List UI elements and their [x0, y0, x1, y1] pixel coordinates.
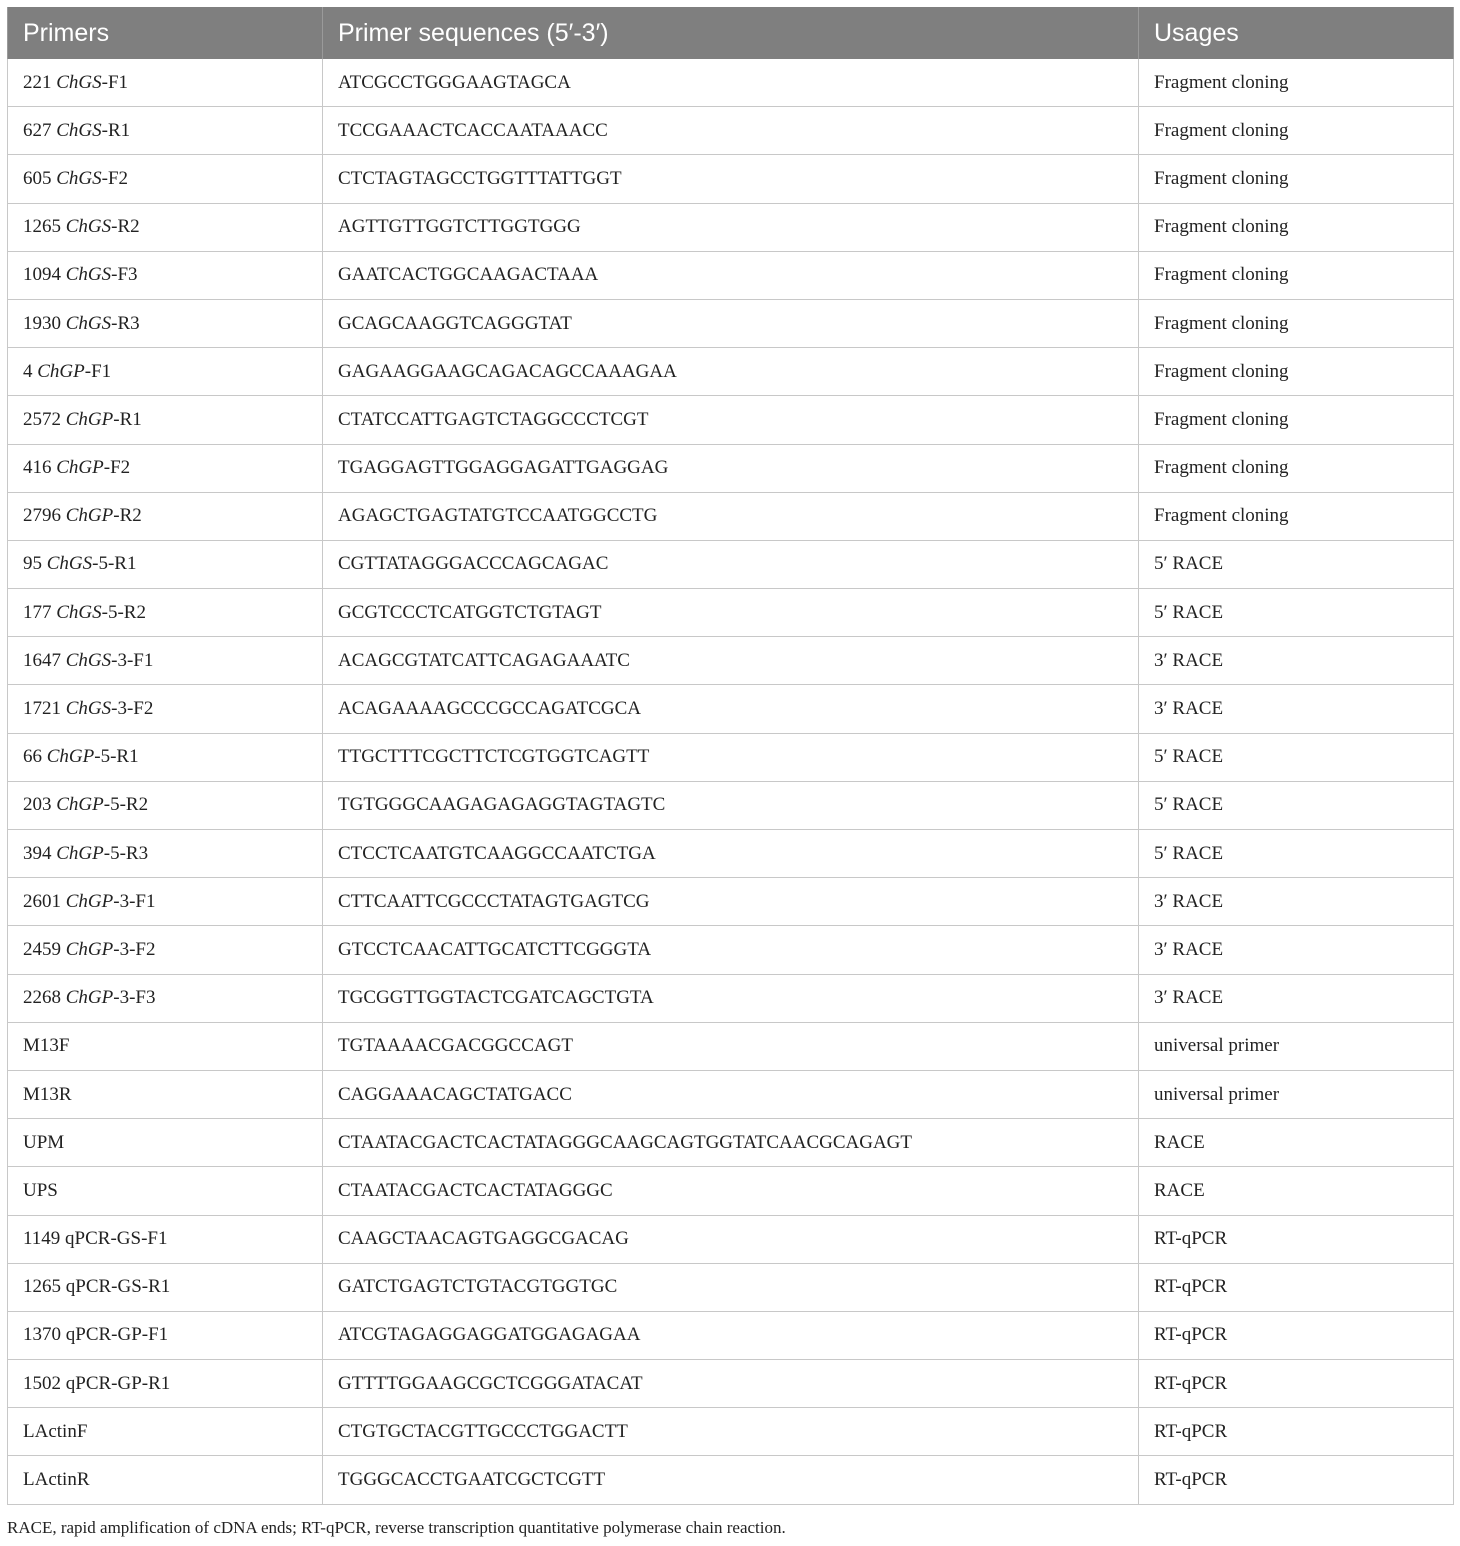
primer-suffix: M13R	[23, 1083, 72, 1105]
usage-cell: Fragment cloning	[1139, 492, 1454, 540]
primer-name-cell	[8, 1311, 323, 1359]
usage-cell: Fragment cloning	[1139, 251, 1454, 299]
gene-name: ChGP	[65, 938, 114, 960]
table-row	[8, 1408, 1454, 1456]
table-row	[8, 203, 1454, 251]
primer-suffix: -3-F3	[113, 987, 156, 1009]
usage-cell: RACE	[1139, 1167, 1454, 1215]
header-primer-sequences: Primer sequences (5′-3′)	[323, 7, 1139, 59]
primer-name-cell	[8, 396, 323, 444]
primer-position: 2796	[23, 505, 61, 527]
primer-position: 1647	[23, 649, 61, 671]
primer-position: 203	[23, 794, 52, 816]
primer-sequence-cell: CTAATACGACTCACTATAGGGCAAGCAGTGGTATCAACGCAGAGT	[323, 1119, 1139, 1167]
table-row	[8, 251, 1454, 299]
primer-suffix: -R2	[111, 216, 140, 238]
primer-suffix: -R1	[113, 408, 142, 430]
primer-suffix: UPS	[23, 1179, 58, 1201]
primer-position: 2572	[23, 408, 61, 430]
primer-sequence-cell: AGTTGTTGGTCTTGGTGGG	[323, 203, 1139, 251]
primer-position: 2601	[23, 890, 61, 912]
primer-suffix: -R2	[113, 505, 142, 527]
primer-name-cell	[8, 974, 323, 1022]
table-row	[8, 299, 1454, 347]
table-row	[8, 1311, 1454, 1359]
primer-table	[7, 7, 1454, 1505]
header-row	[8, 7, 1454, 59]
primer-name-cell	[8, 685, 323, 733]
primer-name-cell	[8, 155, 323, 203]
table-row	[8, 1070, 1454, 1118]
primer-position: 2268	[23, 987, 61, 1009]
usage-cell: 3′ RACE	[1139, 637, 1454, 685]
table-row	[8, 1456, 1454, 1504]
primer-suffix: -3-F1	[111, 649, 154, 671]
primer-sequence-cell: TGAGGAGTTGGAGGAGATTGAGGAG	[323, 444, 1139, 492]
primer-sequence-cell: ATCGTAGAGGAGGATGGAGAGAA	[323, 1311, 1139, 1359]
table-body	[8, 59, 1454, 1504]
primer-suffix: -3-F2	[113, 938, 156, 960]
primer-position: 2459	[23, 938, 61, 960]
primer-sequence-cell: GTTTTGGAAGCGCTCGGGATACAT	[323, 1360, 1139, 1408]
primer-name-cell	[8, 1263, 323, 1311]
primer-position: 1721	[23, 698, 61, 720]
primer-name-cell	[8, 203, 323, 251]
usage-cell: Fragment cloning	[1139, 155, 1454, 203]
table-row	[8, 1119, 1454, 1167]
table-row	[8, 637, 1454, 685]
table-row	[8, 1263, 1454, 1311]
primer-position: 95	[23, 553, 42, 575]
primer-suffix: -F2	[103, 457, 131, 479]
primer-suffix: -5-R1	[92, 553, 137, 575]
usage-cell: Fragment cloning	[1139, 299, 1454, 347]
table-header	[8, 7, 1454, 59]
usage-cell: universal primer	[1139, 1070, 1454, 1118]
primer-sequence-cell: CAGGAAACAGCTATGACC	[323, 1070, 1139, 1118]
primer-name-cell	[8, 589, 323, 637]
usage-cell: Fragment cloning	[1139, 396, 1454, 444]
primer-sequence-cell: ACAGAAAAGCCCGCCAGATCGCA	[323, 685, 1139, 733]
primer-sequence-cell: CTATCCATTGAGTCTAGGCCCTCGT	[323, 396, 1139, 444]
primer-name-cell	[8, 492, 323, 540]
primer-sequence-cell: CTCCTCAATGTCAAGGCCAATCTGA	[323, 830, 1139, 878]
usage-cell: 3′ RACE	[1139, 878, 1454, 926]
primer-sequence-cell: GCGTCCCTCATGGTCTGTAGT	[323, 589, 1139, 637]
primer-sequence-cell: GAGAAGGAAGCAGACAGCCAAAGAA	[323, 348, 1139, 396]
primer-suffix: 1370 qPCR-GP-F1	[23, 1324, 169, 1346]
primer-name-cell	[8, 1408, 323, 1456]
primer-sequence-cell: ATCGCCTGGGAAGTAGCA	[323, 59, 1139, 107]
primer-suffix: UPM	[23, 1131, 65, 1153]
primer-name-cell	[8, 830, 323, 878]
gene-name: ChGP	[65, 890, 114, 912]
primer-suffix: -R3	[111, 312, 140, 334]
primer-sequence-cell: TTGCTTTCGCTTCTCGTGGTCAGTT	[323, 733, 1139, 781]
header-usages: Usages	[1139, 7, 1454, 59]
gene-name: ChGS	[65, 264, 112, 286]
table-row	[8, 59, 1454, 107]
primer-position: 605	[23, 167, 52, 189]
gene-name: ChGS	[56, 601, 102, 623]
primer-suffix: -R1	[101, 119, 131, 141]
primer-suffix: -5-R2	[101, 601, 146, 623]
primer-name-cell	[8, 637, 323, 685]
gene-name: ChGS	[65, 649, 112, 671]
primer-sequence-cell: TGCGGTTGGTACTCGATCAGCTGTA	[323, 974, 1139, 1022]
table-row	[8, 1215, 1454, 1263]
usage-cell: RT-qPCR	[1139, 1311, 1454, 1359]
table-row	[8, 540, 1454, 588]
table-row	[8, 348, 1454, 396]
table-row	[8, 781, 1454, 829]
gene-name: ChGS	[56, 167, 102, 189]
gene-name: ChGS	[65, 216, 112, 238]
gene-name: ChGP	[56, 457, 104, 479]
usage-cell: RT-qPCR	[1139, 1215, 1454, 1263]
table-row	[8, 830, 1454, 878]
primer-name-cell	[8, 1456, 323, 1504]
usage-cell: 3′ RACE	[1139, 685, 1454, 733]
primer-sequence-cell: CTCTAGTAGCCTGGTTTATTGGT	[323, 155, 1139, 203]
primer-name-cell	[8, 59, 323, 107]
primer-table-container	[7, 7, 1453, 1505]
gene-name: ChGP	[56, 794, 104, 816]
primer-name-cell	[8, 1360, 323, 1408]
usage-cell: RT-qPCR	[1139, 1360, 1454, 1408]
primer-sequence-cell: GAATCACTGGCAAGACTAAA	[323, 251, 1139, 299]
primer-suffix: -3-F1	[113, 890, 156, 912]
primer-position: 416	[23, 457, 52, 479]
table-row	[8, 155, 1454, 203]
table-row	[8, 1022, 1454, 1070]
table-row	[8, 1360, 1454, 1408]
gene-name: ChGS	[46, 553, 93, 575]
usage-cell: RT-qPCR	[1139, 1456, 1454, 1504]
primer-position: 394	[23, 842, 52, 864]
table-row	[8, 926, 1454, 974]
primer-sequence-cell: CTGTGCTACGTTGCCCTGGACTT	[323, 1408, 1139, 1456]
usage-cell: Fragment cloning	[1139, 444, 1454, 492]
gene-name: ChGP	[65, 408, 114, 430]
table-row	[8, 878, 1454, 926]
primer-sequence-cell: CTTCAATTCGCCCTATAGTGAGTCG	[323, 878, 1139, 926]
primer-name-cell	[8, 781, 323, 829]
header-primers: Primers	[8, 7, 323, 59]
gene-name: ChGP	[56, 842, 104, 864]
primer-name-cell	[8, 107, 323, 155]
gene-name: ChGP	[65, 505, 114, 527]
primer-sequence-cell: TCCGAAACTCACCAATAAACC	[323, 107, 1139, 155]
usage-cell: 5′ RACE	[1139, 589, 1454, 637]
primer-position: 627	[23, 119, 52, 141]
table-row	[8, 589, 1454, 637]
primer-position: 1265	[23, 216, 61, 238]
table-row	[8, 107, 1454, 155]
usage-cell: 3′ RACE	[1139, 974, 1454, 1022]
primer-name-cell	[8, 733, 323, 781]
primer-position: 1930	[23, 312, 61, 334]
gene-name: ChGP	[37, 360, 85, 382]
primer-suffix: -5-R3	[103, 842, 149, 864]
primer-sequence-cell: CGTTATAGGGACCCAGCAGAC	[323, 540, 1139, 588]
gene-name: ChGS	[56, 119, 102, 141]
primer-sequence-cell: CAAGCTAACAGTGAGGCGACAG	[323, 1215, 1139, 1263]
table-row	[8, 444, 1454, 492]
usage-cell: 3′ RACE	[1139, 926, 1454, 974]
gene-name: ChGS	[65, 698, 112, 720]
primer-sequence-cell: CTAATACGACTCACTATAGGGC	[323, 1167, 1139, 1215]
primer-suffix: -5-R2	[103, 794, 149, 816]
table-row	[8, 733, 1454, 781]
primer-sequence-cell: GCAGCAAGGTCAGGGTAT	[323, 299, 1139, 347]
usage-cell: RACE	[1139, 1119, 1454, 1167]
primer-sequence-cell: ACAGCGTATCATTCAGAGAAATC	[323, 637, 1139, 685]
usage-cell: Fragment cloning	[1139, 107, 1454, 155]
primer-name-cell	[8, 540, 323, 588]
primer-position: 4	[23, 360, 33, 382]
primer-name-cell	[8, 1167, 323, 1215]
usage-cell: 5′ RACE	[1139, 733, 1454, 781]
table-row	[8, 492, 1454, 540]
primer-position: 66	[23, 746, 42, 768]
primer-sequence-cell: GATCTGAGTCTGTACGTGGTGC	[323, 1263, 1139, 1311]
primer-name-cell	[8, 1070, 323, 1118]
primer-suffix: -F3	[111, 264, 138, 286]
usage-cell: Fragment cloning	[1139, 59, 1454, 107]
primer-suffix: -5-R1	[94, 746, 139, 768]
gene-name: ChGS	[65, 312, 112, 334]
primer-position: 221	[23, 71, 52, 93]
table-footnote: RACE, rapid amplification of cDNA ends; RT-qPCR, reverse transcription quantitative polymerase chain reaction.	[7, 1518, 786, 1537]
primer-suffix: 1265 qPCR-GS-R1	[23, 1276, 171, 1298]
primer-suffix: -3-F2	[111, 698, 154, 720]
primer-name-cell	[8, 299, 323, 347]
primer-position: 1094	[23, 264, 61, 286]
usage-cell: 5′ RACE	[1139, 830, 1454, 878]
primer-name-cell	[8, 878, 323, 926]
table-row	[8, 1167, 1454, 1215]
primer-name-cell	[8, 1119, 323, 1167]
primer-suffix: -F1	[101, 71, 129, 93]
primer-name-cell	[8, 1215, 323, 1263]
primer-sequence-cell: TGTAAAACGACGGCCAGT	[323, 1022, 1139, 1070]
primer-suffix: LActinF	[23, 1420, 88, 1442]
primer-suffix: M13F	[23, 1035, 70, 1057]
primer-suffix: -F2	[101, 167, 129, 189]
primer-sequence-cell: GTCCTCAACATTGCATCTTCGGGTA	[323, 926, 1139, 974]
primer-sequence-cell: TGGGCACCTGAATCGCTCGTT	[323, 1456, 1139, 1504]
primer-sequence-cell: AGAGCTGAGTATGTCCAATGGCCTG	[323, 492, 1139, 540]
table-row	[8, 685, 1454, 733]
primer-position: 177	[23, 601, 52, 623]
gene-name: ChGP	[46, 746, 95, 768]
primer-suffix: -F1	[84, 360, 112, 382]
usage-cell: Fragment cloning	[1139, 348, 1454, 396]
table-row	[8, 974, 1454, 1022]
usage-cell: RT-qPCR	[1139, 1263, 1454, 1311]
gene-name: ChGP	[65, 987, 114, 1009]
table-row	[8, 396, 1454, 444]
gene-name: ChGS	[56, 71, 102, 93]
primer-name-cell	[8, 926, 323, 974]
primer-name-cell	[8, 348, 323, 396]
usage-cell: 5′ RACE	[1139, 540, 1454, 588]
primer-suffix: 1149 qPCR-GS-F1	[23, 1228, 168, 1250]
primer-name-cell	[8, 1022, 323, 1070]
primer-suffix: 1502 qPCR-GP-R1	[23, 1372, 171, 1394]
usage-cell: Fragment cloning	[1139, 203, 1454, 251]
primer-sequence-cell: TGTGGGCAAGAGAGAGGTAGTAGTC	[323, 781, 1139, 829]
usage-cell: universal primer	[1139, 1022, 1454, 1070]
primer-suffix: LActinR	[23, 1469, 90, 1491]
primer-name-cell	[8, 251, 323, 299]
usage-cell: 5′ RACE	[1139, 781, 1454, 829]
primer-name-cell	[8, 444, 323, 492]
usage-cell: RT-qPCR	[1139, 1408, 1454, 1456]
